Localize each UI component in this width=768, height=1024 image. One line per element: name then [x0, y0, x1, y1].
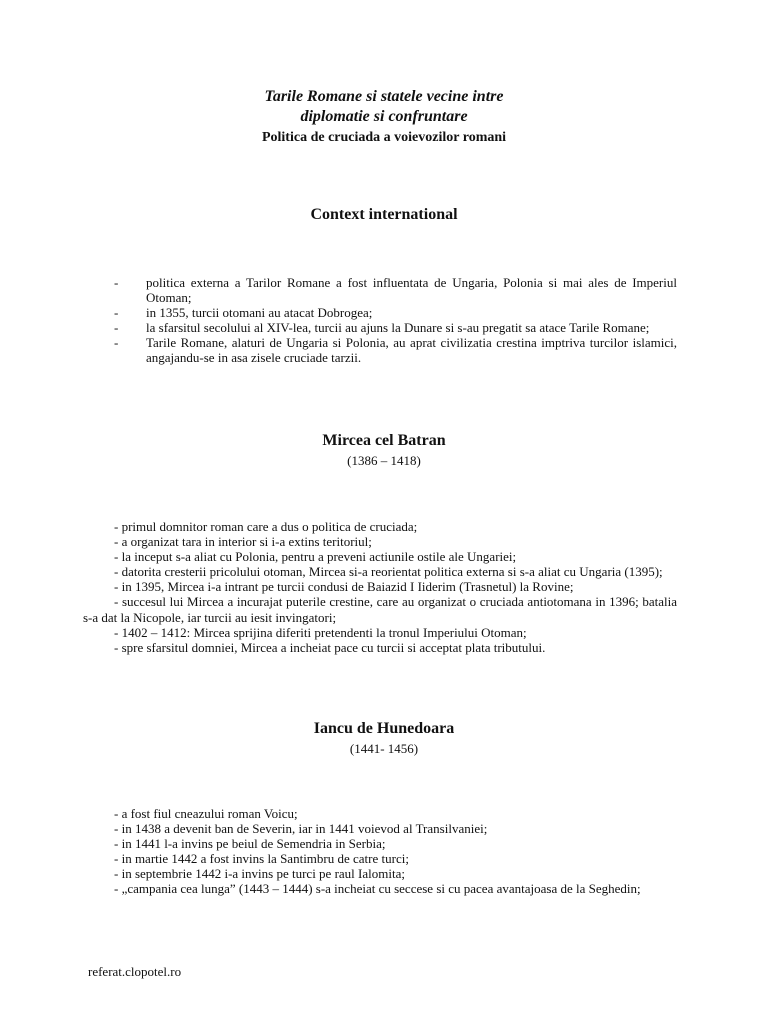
list-item: - in 1438 a devenit ban de Severin, iar in 1441 voievod al Transilvaniei;: [114, 821, 488, 837]
list-item: - primul domnitor roman care a dus o politica de cruciada;: [114, 519, 418, 534]
footer-source: referat.clopotel.ro: [88, 964, 182, 979]
list-item: - la inceput s-a aliat cu Polonia, pentru a preveni actiunile ostile ale Ungariei;: [114, 549, 517, 565]
iancu-list: [83, 806, 677, 897]
list-item: [114, 305, 677, 320]
list-dash: -: [114, 320, 119, 335]
list-item-text: politica externa a Tarilor Romane a fost influentata de Ungaria, Polonia si mai ales de Imperiul Otoman;: [146, 275, 677, 305]
list-dash: -: [114, 335, 119, 350]
mircea-list: [83, 519, 677, 655]
subtitle: Politica de cruciada a voievozilor romani: [261, 130, 507, 145]
list-item-text: in 1355, turcii otomani au atacat Dobrogea;: [146, 305, 373, 320]
context-list: [114, 275, 677, 365]
list-item: - succesul lui Mircea a incurajat puterile crestine, care au organizat o cruciada antiotomana in 1396; batalia s-a dat la Nicopole, iar turcii au iesit invingatori;: [83, 594, 677, 625]
list-item-text: la sfarsitul secolului al XIV-lea, turcii au ajuns la Dunare si s-au pregatit sa atace Tarile Romane;: [146, 320, 650, 335]
list-dash: -: [114, 275, 119, 290]
list-item: - in 1441 l-a invins pe beiul de Semendria in Serbia;: [114, 836, 386, 852]
list-item: [114, 320, 677, 335]
list-dash: -: [114, 305, 119, 320]
list-item-text: Tarile Romane, alaturi de Ungaria si Polonia, au aprat civilizatia crestina imptriva turcilor islamici, angajandu-se in asa zisele cruciade tarzii.: [146, 335, 677, 365]
list-item: - spre sfarsitul domniei, Mircea a incheiat pace cu turcii si acceptat plata tributului.: [114, 639, 546, 655]
iancu-years: (1441- 1456): [349, 741, 419, 756]
title-line-1: Tarile Romane si statele vecine intre: [264, 88, 504, 105]
section-heading-iancu: Iancu de Hunedoara: [313, 720, 455, 737]
list-item: - datorita cresterii pricolului otoman, Mircea si-a reorientat politica externa si s-a aliat cu Ungaria (1395);: [114, 564, 663, 580]
list-item: - a organizat tara in interior si i-a extins teritoriul;: [114, 534, 372, 550]
section-heading-mircea: Mircea cel Batran: [322, 432, 446, 449]
title-line-2: diplomatie si confruntare: [300, 108, 468, 125]
list-item: - „campania cea lunga” (1443 – 1444) s-a incheiat cu seccese si cu pacea avantajoasa de la Seghedin;: [114, 881, 641, 897]
list-item: - in martie 1442 a fost invins la Santimbru de catre turci;: [114, 851, 409, 867]
list-item: - in 1395, Mircea i-a intrant pe turcii condusi de Baiazid I Iiderim (Trasnetul) la Rovine;: [114, 579, 574, 595]
section-heading-context: Context international: [310, 206, 458, 223]
list-item: - 1402 – 1412: Mircea sprijina diferiti pretendenti la tronul Imperiului Otoman;: [114, 624, 527, 640]
mircea-years: (1386 – 1418): [347, 453, 421, 468]
list-item: - in septembrie 1442 i-a invins pe turci pe raul Ialomita;: [114, 866, 405, 882]
list-item: [114, 275, 677, 305]
list-item: - a fost fiul cneazului roman Voicu;: [114, 806, 298, 821]
list-item: [114, 335, 677, 365]
